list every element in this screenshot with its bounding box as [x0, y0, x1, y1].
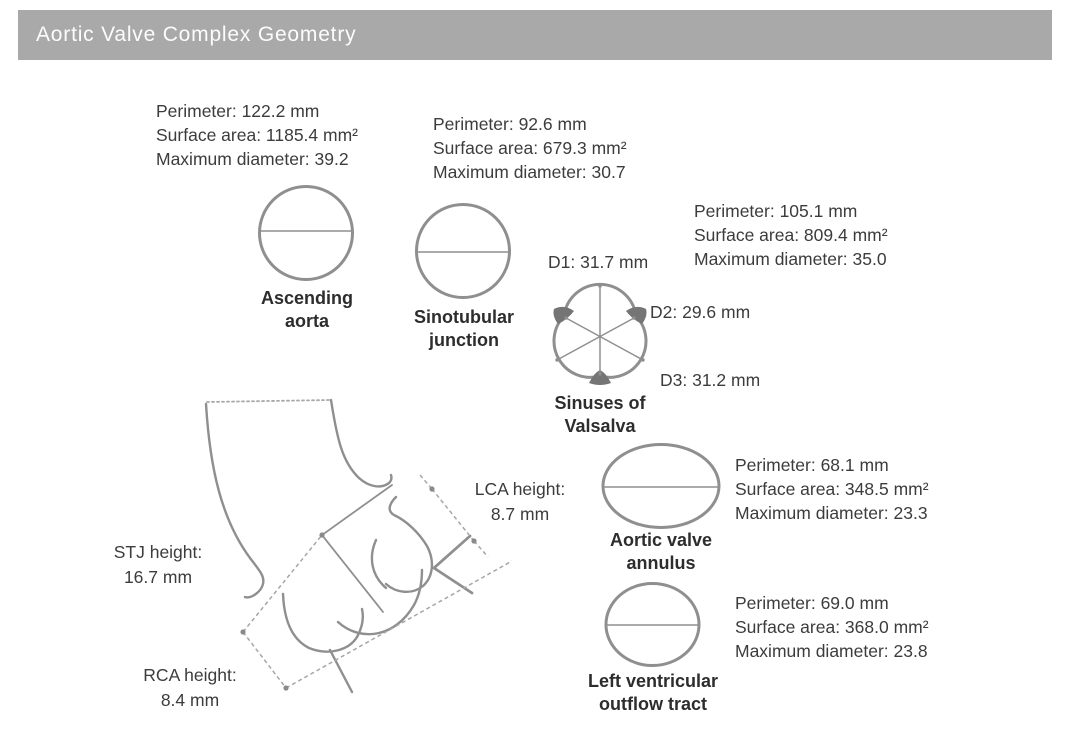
ascending-aorta-shape [256, 184, 356, 284]
max-diameter-value: Maximum diameter: 23.3 [735, 503, 928, 523]
title-bar [18, 10, 1052, 60]
surface-area-value: Surface area: 368.0 mm² [735, 617, 929, 637]
stj-height-label: STJ height: 16.7 mm [113, 542, 203, 587]
d1-diameter-label: D1: 31.7 mm [548, 252, 649, 272]
max-diameter-value: Maximum diameter: 35.0 [694, 249, 887, 269]
surface-area-value: Surface area: 679.3 mm² [433, 138, 627, 158]
surface-area-value: Surface area: 809.4 mm² [694, 225, 888, 245]
perimeter-value: Perimeter: 122.2 mm [156, 101, 320, 121]
sinotubular-junction-measurements [433, 112, 627, 184]
lvot-measurements [735, 591, 929, 663]
perimeter-value: Perimeter: 68.1 mm [735, 455, 889, 475]
sinuses-of-valsalva-label: Sinuses of Valsalva [554, 393, 646, 436]
ascending-aorta-measurements [156, 99, 358, 171]
perimeter-value: Perimeter: 69.0 mm [735, 593, 889, 613]
aortic-valve-annulus-shape [600, 442, 722, 532]
d3-diameter-label: D3: 31.2 mm [660, 370, 761, 390]
lca-height-label: LCA height: 8.7 mm [474, 479, 566, 524]
surface-area-value: Surface area: 1185.4 mm² [156, 125, 358, 145]
circle-with-diameter-icon [413, 202, 513, 302]
max-diameter-value: Maximum diameter: 39.2 [156, 149, 349, 169]
lvot-label: Left ventricular outflow tract [587, 671, 719, 714]
aortic-valve-annulus-measurements [735, 453, 929, 525]
page-title: Aortic Valve Complex Geometry [36, 23, 357, 46]
sinotubular-junction-label: Sinotubular junction [414, 307, 514, 350]
ellipse-with-diameter-icon [600, 442, 722, 532]
sinuses-of-valsalva-shape [541, 278, 659, 396]
ascending-aorta-label: Ascending aorta [260, 288, 353, 331]
sinuses-of-valsalva-measurements [694, 199, 888, 271]
trefoil-with-diameters-icon [541, 278, 659, 396]
lvot-shape [603, 581, 702, 669]
d2-diameter-label: D2: 29.6 mm [650, 302, 751, 322]
sinotubular-junction-shape [413, 202, 513, 302]
max-diameter-value: Maximum diameter: 23.8 [735, 641, 928, 661]
max-diameter-value: Maximum diameter: 30.7 [433, 162, 626, 182]
perimeter-value: Perimeter: 92.6 mm [433, 114, 587, 134]
circle-with-diameter-icon [256, 184, 356, 284]
aortic-valve-annulus-label: Aortic valve annulus [609, 530, 713, 573]
surface-area-value: Surface area: 348.5 mm² [735, 479, 929, 499]
rca-height-label: RCA height: 8.4 mm [143, 665, 237, 710]
ellipse-with-diameter-icon [603, 581, 702, 669]
perimeter-value: Perimeter: 105.1 mm [694, 201, 858, 221]
